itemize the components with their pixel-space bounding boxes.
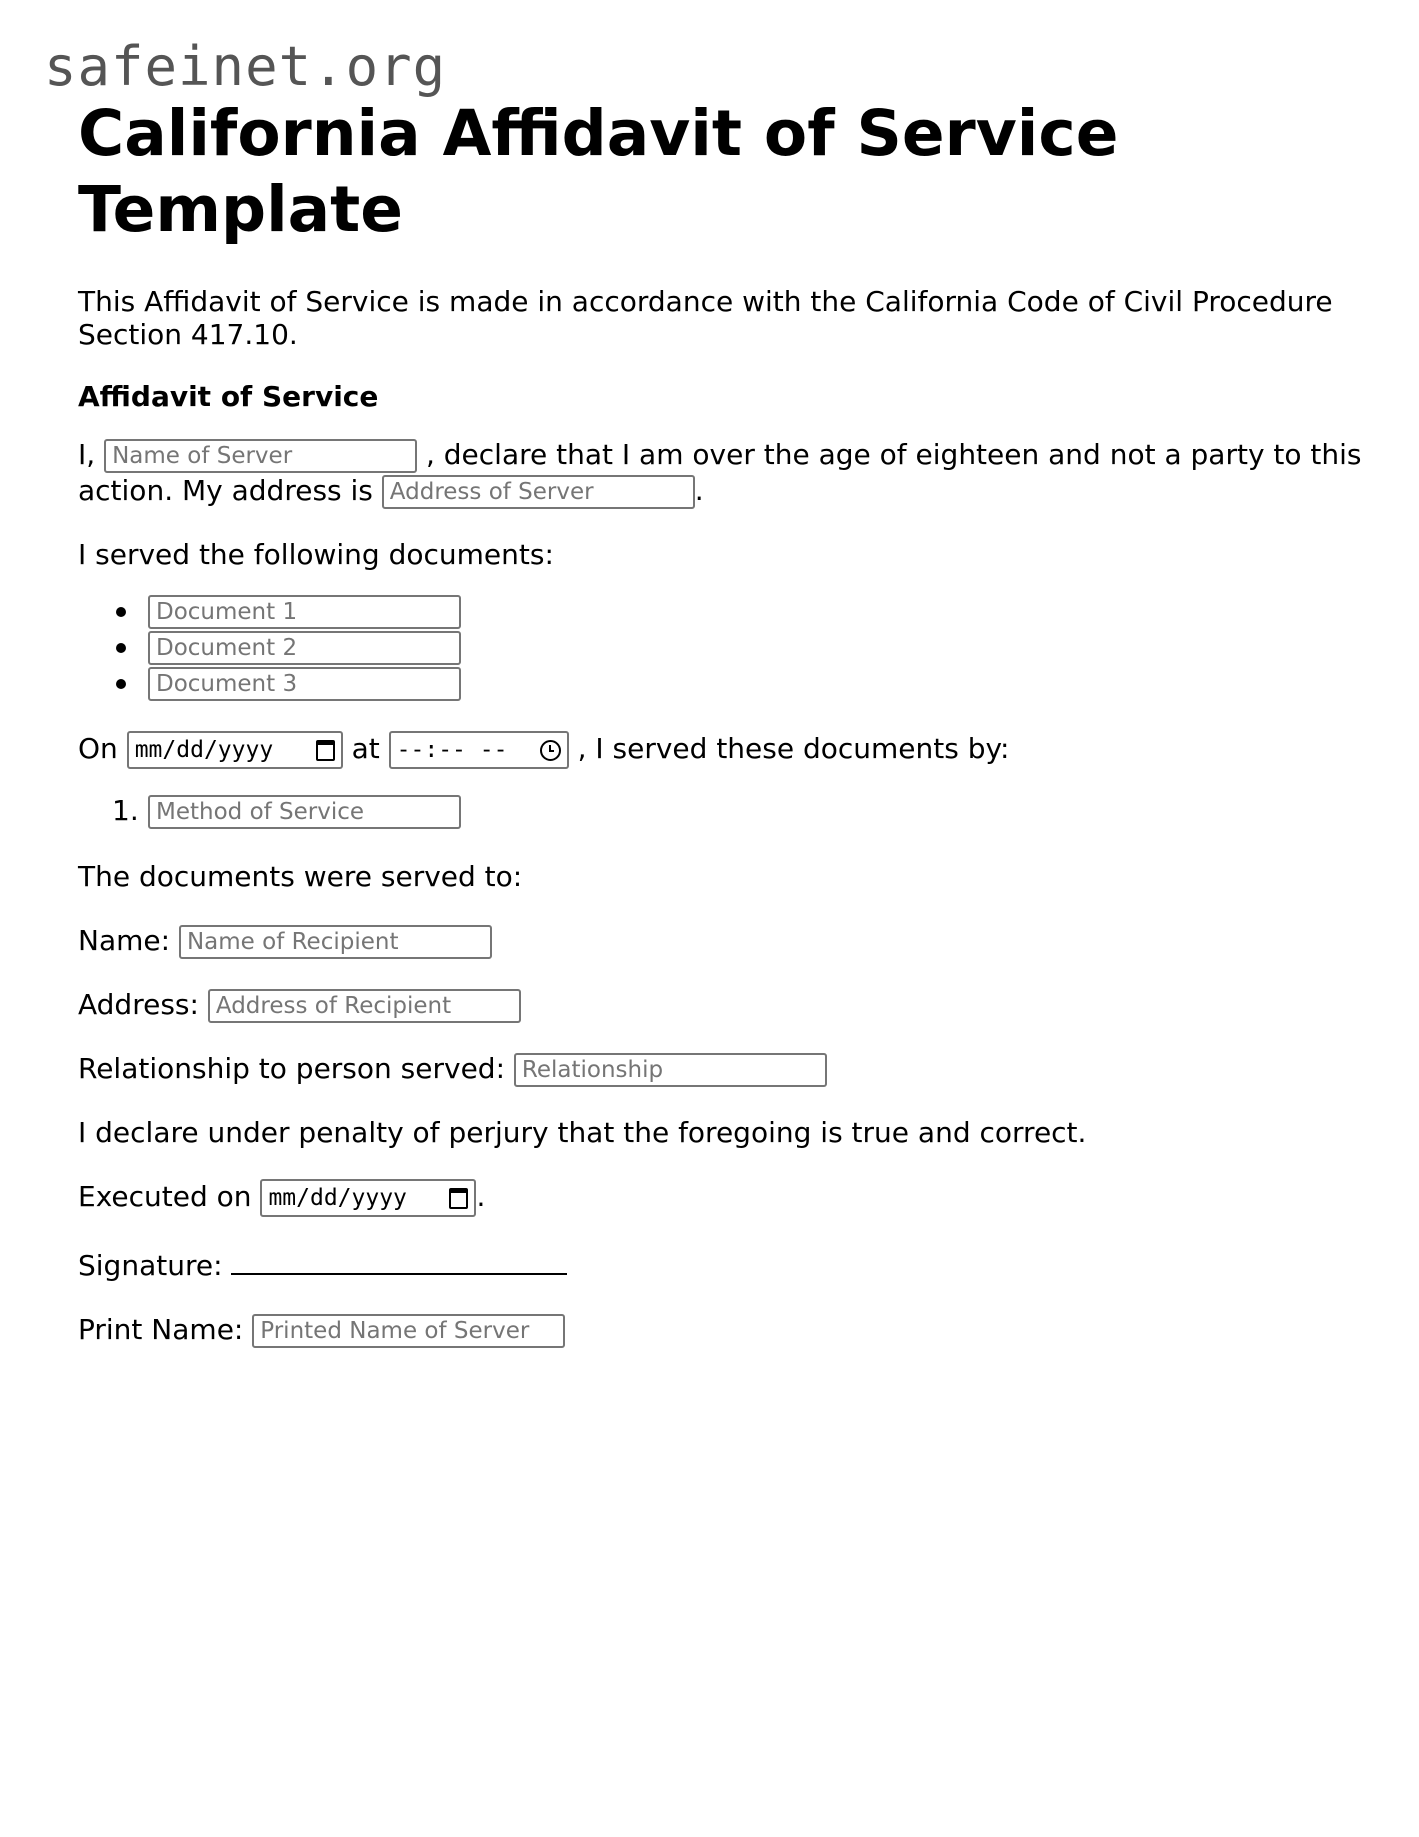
print-name-input[interactable] xyxy=(252,1314,565,1348)
declaration-prefix: I, xyxy=(78,438,96,472)
list-item xyxy=(116,631,1368,667)
list-item xyxy=(116,667,1368,703)
print-name-row xyxy=(78,1312,1368,1348)
recipient-name-label: Name: xyxy=(78,924,171,958)
method-number: 1. xyxy=(112,794,139,828)
relationship-row xyxy=(78,1051,1368,1087)
list-item xyxy=(116,595,1368,631)
intro-paragraph: This Affidavit of Service is made in accordance with the California Code of Civil Procedure Section 417.10. xyxy=(78,285,1333,352)
declaration-paragraph xyxy=(78,437,1368,509)
calendar-icon[interactable] xyxy=(449,1188,468,1209)
date-placeholder: mm/dd/yyyy xyxy=(268,1185,407,1212)
document-1-input[interactable] xyxy=(148,595,461,629)
signature-label: Signature: xyxy=(78,1249,223,1283)
relationship-label: Relationship to person served: xyxy=(78,1052,505,1086)
signature-line xyxy=(231,1245,567,1275)
perjury-statement: I declare under penalty of perjury that the foregoing is true and correct. xyxy=(78,1116,1087,1150)
documents-lead: I served the following documents: xyxy=(78,538,554,572)
methods-list xyxy=(78,793,1368,831)
section-heading: Affidavit of Service xyxy=(78,380,379,414)
calendar-icon[interactable] xyxy=(316,740,335,761)
time-placeholder: --:-- -- xyxy=(396,737,508,764)
server-name-input[interactable] xyxy=(104,439,417,473)
affidavit-form xyxy=(78,96,1368,1376)
service-time-input[interactable] xyxy=(389,731,569,769)
recipient-address-input[interactable] xyxy=(208,989,521,1023)
at-label: at xyxy=(351,732,380,766)
document-2-input[interactable] xyxy=(148,631,461,665)
list-item xyxy=(112,793,1368,831)
server-address-input[interactable] xyxy=(382,475,695,509)
bullet-icon xyxy=(116,679,126,689)
service-trailing-text: , I served these documents by: xyxy=(577,732,1010,766)
bullet-icon xyxy=(116,643,126,653)
on-label: On xyxy=(78,732,118,766)
recipient-address-row xyxy=(78,987,1368,1023)
print-name-label: Print Name: xyxy=(78,1313,244,1347)
page-title: California Affidavit of Service Template xyxy=(78,97,1119,246)
date-placeholder: mm/dd/yyyy xyxy=(134,737,274,764)
watermark-text: safeinet.org xyxy=(44,35,447,98)
method-of-service-input[interactable] xyxy=(148,795,461,829)
executed-label: Executed on xyxy=(78,1180,252,1214)
executed-row xyxy=(78,1179,1368,1217)
bullet-icon xyxy=(116,607,126,617)
signature-row xyxy=(78,1245,1368,1284)
service-date-input[interactable] xyxy=(127,731,343,769)
recipient-lead: The documents were served to: xyxy=(78,860,523,894)
service-paragraph xyxy=(78,731,1368,769)
relationship-input[interactable] xyxy=(514,1053,827,1087)
document-3-input[interactable] xyxy=(148,667,461,701)
recipient-name-row xyxy=(78,923,1368,959)
executed-date-input[interactable] xyxy=(260,1179,476,1217)
recipient-address-label: Address: xyxy=(78,988,199,1022)
clock-icon[interactable] xyxy=(540,740,561,761)
executed-suffix: . xyxy=(476,1180,486,1214)
documents-list xyxy=(78,595,1368,703)
recipient-name-input[interactable] xyxy=(179,925,492,959)
declaration-middle: , declare that I am over the age of eighteen and not a party to this action. My address is xyxy=(78,438,1362,508)
declaration-suffix: . xyxy=(694,474,704,508)
